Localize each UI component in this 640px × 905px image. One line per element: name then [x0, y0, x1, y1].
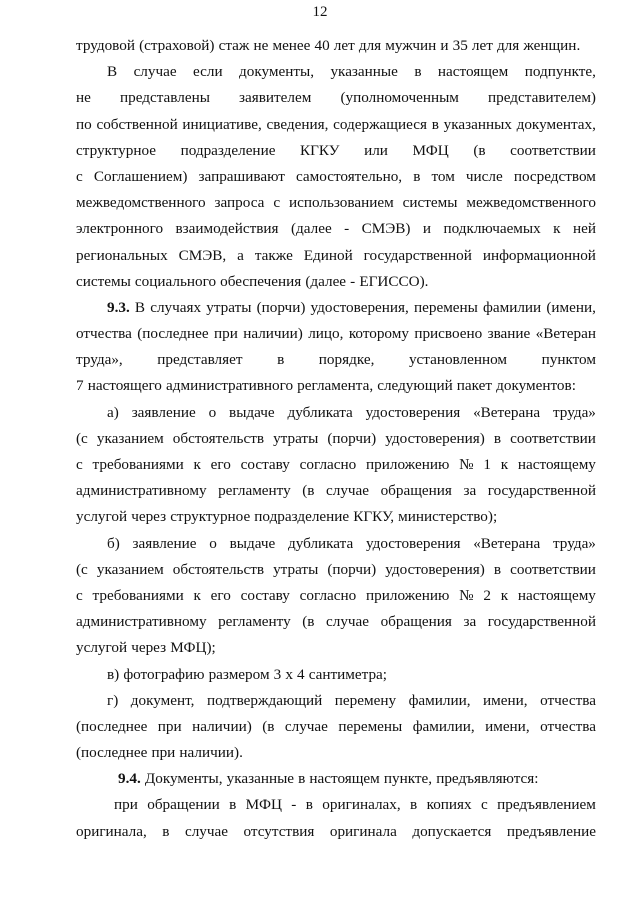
word: г)	[107, 691, 119, 709]
word: и	[440, 37, 449, 54]
text-line	[76, 609, 596, 635]
text-line	[76, 714, 596, 740]
text-line	[76, 347, 596, 373]
text-line	[76, 662, 596, 688]
word: фамилии,	[408, 691, 471, 709]
word: межведомственного	[466, 194, 596, 212]
word: отчества	[540, 717, 596, 735]
word: -	[291, 796, 297, 814]
word: (порчи)	[256, 298, 306, 316]
word: удостоверения)	[385, 429, 485, 447]
word: приложению	[366, 456, 450, 473]
word: государственной	[487, 613, 596, 631]
word: (порчи)	[327, 429, 377, 447]
word: составу	[240, 586, 290, 604]
word: подразделение	[254, 508, 350, 526]
word: утраты	[273, 429, 319, 447]
word: документов:	[496, 377, 576, 395]
word: (в	[302, 613, 315, 631]
word: утраты	[206, 298, 252, 316]
document-body	[76, 33, 596, 845]
word: в)	[107, 665, 120, 683]
word: при	[151, 744, 176, 762]
word: в	[305, 796, 313, 814]
word: настоящему	[517, 456, 596, 473]
word: или	[364, 141, 388, 159]
word: случае	[326, 613, 370, 631]
word: случаях	[150, 298, 202, 316]
word: к	[500, 586, 509, 604]
word: 7	[76, 377, 84, 395]
word: представителем)	[488, 89, 596, 107]
word: том	[431, 167, 455, 185]
word: в	[493, 560, 502, 578]
word: требованиями	[92, 586, 184, 604]
word: Единой	[303, 246, 353, 264]
word: не	[253, 37, 269, 54]
word: отчества	[540, 691, 596, 709]
word: отсутствия	[243, 822, 315, 840]
text-line	[76, 740, 596, 766]
word: трудовой	[76, 37, 135, 54]
word: присвоено	[414, 325, 483, 343]
word: подключаемых	[443, 220, 541, 238]
word: удостоверения	[365, 403, 461, 421]
word: указанных	[443, 115, 512, 133]
word: удостоверения)	[385, 560, 485, 578]
word: структурное	[170, 508, 251, 526]
word: заявление	[132, 534, 197, 552]
text-line	[76, 321, 596, 347]
word: запроса	[214, 194, 265, 212]
word: указанием	[96, 560, 164, 578]
text-line	[76, 583, 596, 609]
word: для	[358, 37, 382, 54]
word: (уполномоченным	[340, 89, 459, 107]
word: отчества	[76, 325, 132, 343]
text-line	[76, 190, 596, 216]
word: имени,	[485, 717, 530, 735]
word: подразделение	[180, 141, 276, 159]
word: заявление	[131, 403, 196, 421]
word: удостоверения	[365, 534, 461, 552]
word: перемены	[413, 298, 478, 316]
word: труда»	[552, 403, 596, 421]
word: заявителем	[239, 89, 312, 107]
word: в	[298, 770, 306, 788]
word: (в	[262, 717, 275, 735]
word: к	[553, 220, 561, 238]
word: лет	[471, 37, 493, 54]
word: требованиями	[92, 456, 184, 473]
word: услугой	[76, 508, 128, 526]
word: использованием	[288, 194, 394, 212]
word: не	[76, 89, 91, 107]
text-line	[76, 557, 596, 583]
word: административному	[76, 482, 207, 500]
word: настоящем	[309, 770, 380, 788]
word: по	[76, 115, 92, 133]
word: случае	[284, 717, 328, 735]
word: копиях	[426, 796, 472, 814]
word: его	[210, 456, 231, 473]
word: размером	[208, 665, 270, 683]
section-number: 9.4.	[118, 770, 141, 788]
word: а	[237, 246, 244, 264]
text-line	[76, 504, 596, 530]
word: обращении	[147, 796, 220, 814]
word: государственной	[487, 482, 596, 500]
text-line	[76, 85, 596, 111]
word: согласно	[299, 586, 357, 604]
word: к	[193, 586, 201, 604]
word: государственной	[363, 246, 472, 264]
word: -	[344, 220, 350, 238]
text-line	[76, 59, 596, 85]
word: 3	[273, 665, 282, 683]
word: (имени,	[546, 298, 596, 316]
word: соответствии	[510, 141, 596, 159]
word: системы	[402, 194, 458, 212]
word: посредством	[513, 167, 596, 185]
text-line	[76, 216, 596, 242]
word: регламента,	[297, 377, 374, 395]
word: стаж	[218, 37, 250, 54]
word: труда»	[552, 534, 596, 552]
word: через	[131, 508, 167, 526]
word: б)	[107, 534, 120, 552]
word: настоящего	[87, 377, 162, 395]
word: ней	[572, 220, 596, 238]
text-line	[76, 766, 596, 792]
word: регламенту	[218, 482, 291, 500]
text-line	[76, 33, 596, 59]
word: сведения,	[266, 115, 329, 133]
word: соответствии	[510, 560, 596, 578]
word: предъявляются:	[436, 770, 539, 788]
word: 35	[452, 37, 468, 54]
word: электронного	[76, 220, 164, 238]
word: имени,	[483, 691, 528, 709]
word: административному	[76, 613, 207, 631]
word: (последнее	[137, 325, 209, 343]
word: МФЦ	[412, 141, 449, 159]
word: региональных	[76, 246, 168, 264]
word: дубликата	[287, 534, 354, 552]
word: удостоверения,	[310, 298, 409, 316]
word: (страховой)	[139, 37, 215, 54]
word: х	[285, 665, 293, 683]
word: в	[413, 167, 421, 185]
word: установленном	[408, 351, 508, 369]
word: 4	[297, 665, 305, 683]
word: за	[463, 613, 477, 631]
word: с	[76, 586, 83, 604]
word: с	[76, 456, 83, 473]
text-line	[76, 531, 596, 557]
word: информационной	[482, 246, 596, 264]
word: (с	[76, 560, 88, 578]
word: (далее	[290, 220, 332, 238]
word: с	[481, 796, 488, 814]
word: для	[496, 37, 520, 54]
word: социального	[134, 272, 217, 290]
word: фамилии,	[412, 717, 475, 735]
word: при	[114, 796, 138, 814]
text-line	[76, 478, 596, 504]
word: случае	[326, 482, 370, 500]
word: приложению	[366, 586, 450, 604]
word: при	[213, 325, 238, 343]
word: наличии)	[243, 325, 303, 343]
word: 40	[314, 37, 330, 54]
word: МФЦ);	[170, 639, 216, 657]
word: фотографию	[123, 665, 205, 683]
word: (порчи)	[327, 560, 377, 578]
text-line	[76, 688, 596, 714]
text-line	[76, 635, 596, 661]
word: обстоятельств	[172, 560, 265, 578]
word: в	[431, 115, 439, 133]
word: оригинала,	[76, 822, 147, 840]
word: обстоятельств	[172, 429, 265, 447]
word: предъявлением	[497, 796, 596, 814]
word: оригиналах,	[322, 796, 401, 814]
text-line	[76, 452, 596, 478]
word: утраты	[273, 560, 319, 578]
text-line	[76, 269, 596, 295]
text-line	[76, 243, 596, 269]
word: «Ветерана	[473, 534, 541, 552]
word: «Ветеран	[535, 325, 596, 343]
word: выдаче	[229, 534, 276, 552]
word: обращения	[380, 613, 452, 631]
word: настоящему	[517, 586, 596, 604]
word: представлены	[119, 89, 210, 107]
word: инициативе,	[182, 115, 262, 133]
word: административного	[166, 377, 294, 395]
word: подтверждающий	[206, 691, 323, 709]
text-line	[76, 138, 596, 164]
word: документах,	[516, 115, 596, 133]
word: (в	[302, 482, 315, 500]
word: допускается	[412, 822, 492, 840]
word: мужчин	[385, 37, 437, 54]
word: наличии).	[179, 744, 243, 762]
text-line	[76, 164, 596, 190]
word: 1	[483, 456, 491, 473]
word: случае	[184, 822, 229, 840]
word: Документы,	[144, 770, 223, 788]
word: указанные	[226, 770, 295, 788]
word: лицо,	[308, 325, 344, 343]
text-line	[76, 426, 596, 452]
word: В	[134, 298, 146, 316]
word: обеспечения	[220, 272, 302, 290]
word: пунктом	[541, 351, 596, 369]
word: оригинала	[329, 822, 397, 840]
word: к	[193, 456, 201, 473]
text-line	[76, 400, 596, 426]
word: В	[107, 63, 118, 81]
word: к	[500, 456, 509, 473]
word: КГКУ	[300, 141, 340, 159]
word: его	[210, 586, 231, 604]
text-line	[76, 792, 596, 818]
word: министерство);	[398, 508, 498, 526]
word: в	[229, 796, 237, 814]
word: услугой	[76, 639, 128, 657]
word: -	[350, 272, 356, 290]
text-line	[76, 819, 596, 845]
word: (далее	[305, 272, 347, 290]
word: ЕГИССО).	[359, 272, 429, 290]
word: МФЦ	[245, 796, 282, 814]
word: взаимодействия	[175, 220, 279, 238]
word: числе	[465, 167, 503, 185]
word: и	[422, 220, 432, 238]
word: порядке,	[318, 351, 375, 369]
word: указанные	[330, 63, 398, 81]
word: в	[410, 796, 418, 814]
word: (последнее	[76, 744, 148, 762]
word: перемену	[334, 691, 397, 709]
word: Соглашением)	[93, 167, 188, 185]
word: структурное	[76, 141, 157, 159]
word: СМЭВ,	[178, 246, 227, 264]
text-line	[76, 373, 596, 399]
word: менее	[272, 37, 311, 54]
word: фамилии	[483, 298, 542, 316]
word: собственной	[96, 115, 178, 133]
word: предъявление	[506, 822, 596, 840]
section-number: 9.3.	[107, 298, 130, 316]
word: документ,	[130, 691, 195, 709]
word: через	[131, 639, 167, 657]
text-line	[76, 295, 596, 321]
word: с	[76, 167, 83, 185]
word: составу	[240, 456, 290, 473]
word: документы,	[239, 63, 315, 81]
word: случае	[133, 63, 177, 81]
word: дубликата	[287, 403, 353, 421]
word: (последнее	[76, 717, 148, 735]
word: в	[493, 429, 502, 447]
word: №	[459, 456, 474, 473]
word: при	[157, 717, 182, 735]
word: настоящем	[437, 63, 509, 81]
word: которому	[348, 325, 409, 343]
word: согласно	[299, 456, 357, 473]
word: регламенту	[218, 613, 291, 631]
word: следующий	[377, 377, 453, 395]
word: представляет	[157, 351, 243, 369]
word: в	[414, 63, 422, 81]
word: перемены	[338, 717, 403, 735]
word: подпункте,	[524, 63, 596, 81]
word: в	[277, 351, 285, 369]
word: межведомственного	[76, 194, 206, 212]
word: сантиметра;	[308, 665, 388, 683]
word: самостоятельно,	[295, 167, 403, 185]
word: женщин.	[523, 37, 581, 54]
word: пункте,	[383, 770, 433, 788]
word: КГКУ,	[353, 508, 395, 526]
word: звание	[487, 325, 531, 343]
word: лет	[333, 37, 355, 54]
word: выдаче	[229, 403, 275, 421]
page-number: 12	[312, 4, 328, 20]
word: соответствии	[510, 429, 596, 447]
word: (с	[76, 429, 88, 447]
word: пакет	[456, 377, 493, 395]
word: «Ветерана	[473, 403, 541, 421]
word: указанием	[96, 429, 164, 447]
word: (в	[473, 141, 486, 159]
word: системы	[76, 272, 131, 290]
word: труда»,	[76, 351, 123, 369]
word: о	[209, 534, 217, 552]
word: запрашивают	[198, 167, 285, 185]
word: 2	[483, 586, 491, 604]
word: также	[254, 246, 293, 264]
word: за	[463, 482, 477, 500]
word: обращения	[380, 482, 452, 500]
text-line	[76, 112, 596, 138]
word: наличии)	[192, 717, 252, 735]
word: №	[459, 586, 474, 604]
word: с	[273, 194, 281, 212]
word: если	[193, 63, 223, 81]
word: в	[162, 822, 170, 840]
word: СМЭВ)	[361, 220, 411, 238]
word: о	[208, 403, 217, 421]
word: а)	[107, 403, 119, 421]
word: содержащиеся	[333, 115, 427, 133]
